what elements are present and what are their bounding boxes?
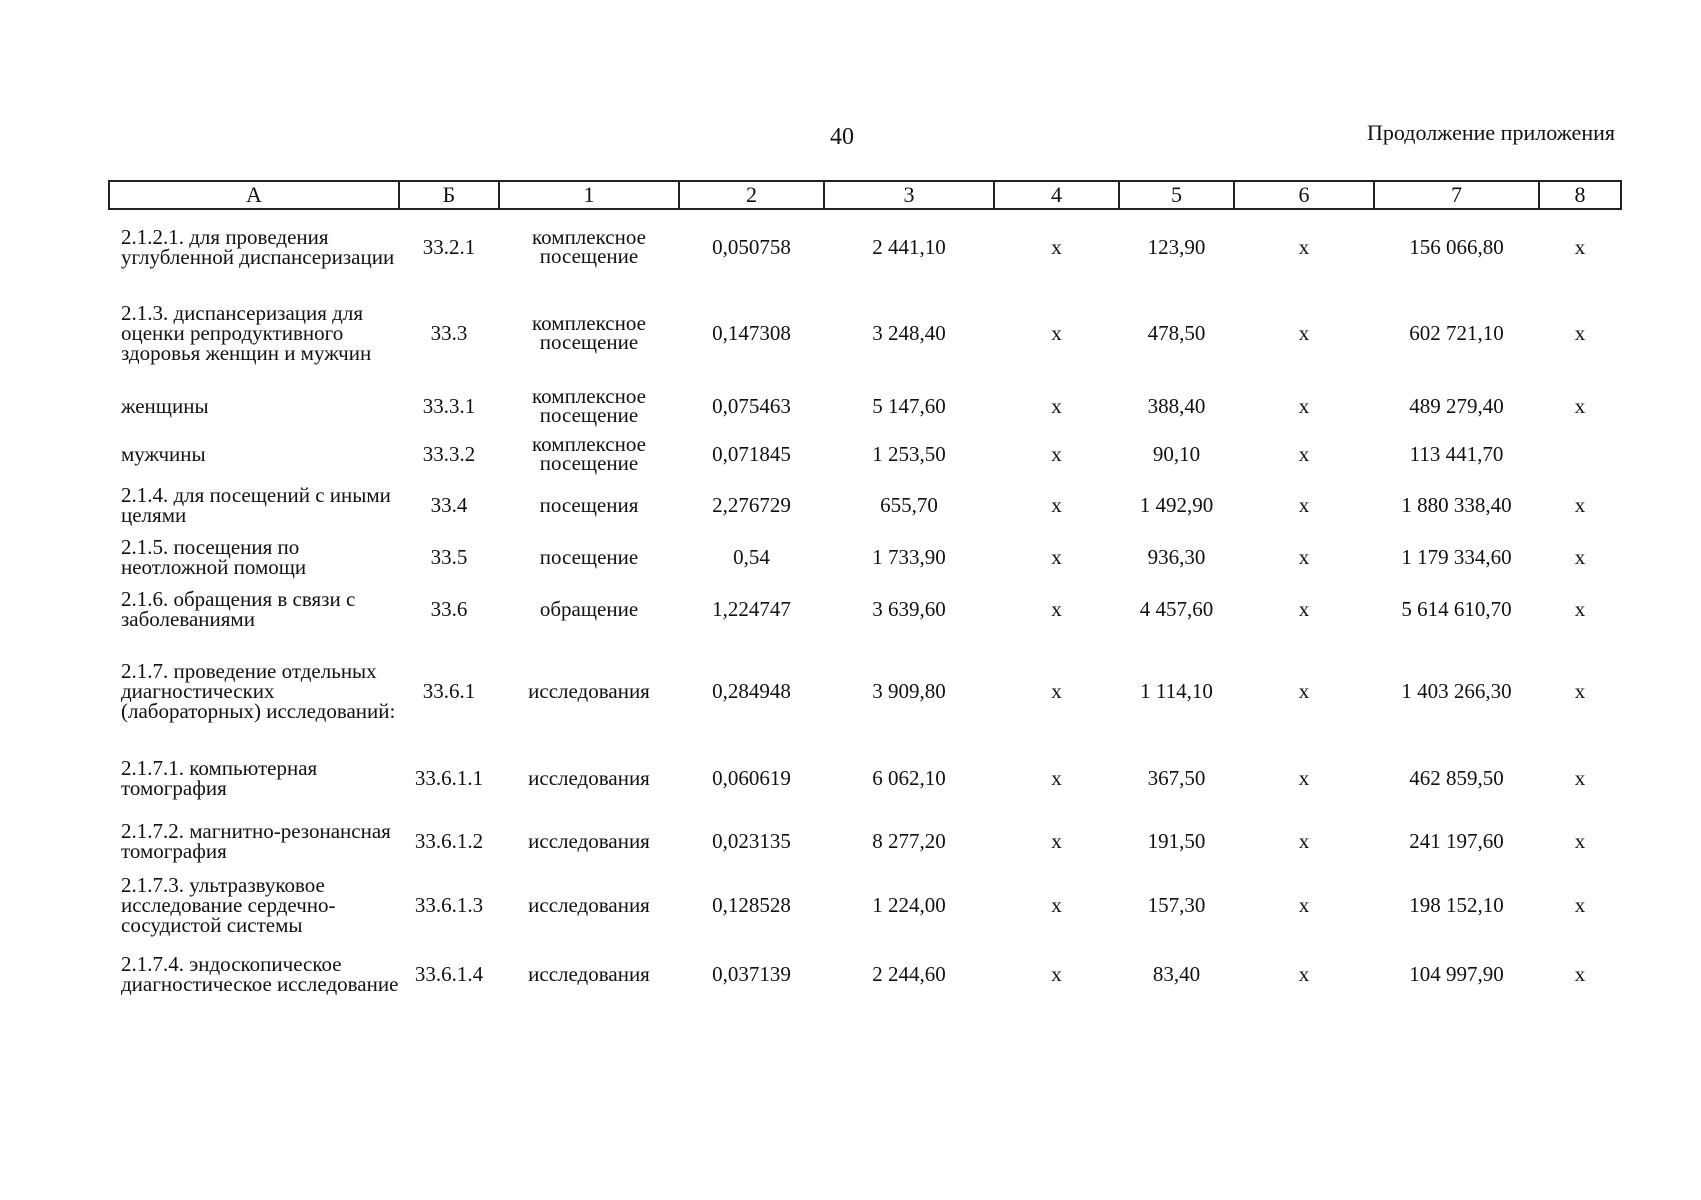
row-code: 33.2.1 xyxy=(422,234,476,259)
row-col-6: х xyxy=(1298,893,1310,917)
row-col-7: 156 066,80 xyxy=(1409,234,1504,259)
row-col-7: 1 403 266,30 xyxy=(1401,679,1512,703)
row-col-2: 0,071845 xyxy=(712,442,791,466)
row-col-6: х xyxy=(1298,962,1310,986)
row-col-6: х xyxy=(1298,679,1310,703)
table-row xyxy=(109,383,1621,429)
row-col-3: 1 224,00 xyxy=(872,893,946,917)
table-row xyxy=(109,873,1621,937)
row-col-6: х xyxy=(1298,493,1310,517)
row-name: 2.1.4. для посещений с иными целями xyxy=(121,483,391,527)
column-header: 4 xyxy=(994,181,1119,209)
row-code: 33.6 xyxy=(430,597,468,621)
row-col-3: 8 277,20 xyxy=(872,829,946,853)
row-col-2: 0,060619 xyxy=(712,766,791,790)
column-header: 2 xyxy=(679,181,824,209)
row-col-2: 0,075463 xyxy=(712,394,791,418)
row-col-7: 241 197,60 xyxy=(1409,829,1504,853)
row-col-8: х xyxy=(1574,493,1586,517)
row-col-3: 3 248,40 xyxy=(872,321,946,345)
row-col-5: 388,40 xyxy=(1147,394,1206,418)
row-col-7: 1 179 334,60 xyxy=(1401,545,1512,569)
row-col-4: х xyxy=(1051,962,1062,986)
row-code: 33.5 xyxy=(430,545,468,569)
row-col-4: х xyxy=(1051,597,1062,621)
row-col-7: 104 997,90 xyxy=(1409,962,1504,986)
row-col-4: х xyxy=(1051,321,1062,345)
row-col-5: 936,30 xyxy=(1147,545,1206,569)
row-col-8: х xyxy=(1574,545,1586,569)
row-code: 33.6.1.3 xyxy=(414,893,484,917)
row-unit: обращение xyxy=(539,596,639,621)
row-col-3: 2 244,60 xyxy=(872,962,946,986)
row-unit: исследования xyxy=(528,892,650,917)
column-header: 8 xyxy=(1539,181,1621,209)
row-name: 2.1.7.1. компьютерная томография xyxy=(121,756,318,800)
row-unit: комплексное посещение xyxy=(532,224,646,268)
row-col-3: 6 062,10 xyxy=(872,766,946,790)
row-code: 33.6.1.4 xyxy=(414,962,484,986)
row-col-2: 2,276729 xyxy=(712,493,791,517)
table-row xyxy=(109,937,1621,1011)
row-name: 2.1.3. диспансеризация для оценки репродуктивного здоровья женщин и мужчин xyxy=(121,301,372,365)
row-unit: комплексное посещение xyxy=(532,432,646,475)
row-col-2: 1,224747 xyxy=(712,597,791,621)
table-row xyxy=(109,809,1621,873)
row-code: 33.3.1 xyxy=(422,394,476,418)
row-code: 33.3 xyxy=(430,321,468,345)
row-col-7: 113 441,70 xyxy=(1409,442,1504,466)
row-col-2: 0,54 xyxy=(733,545,770,569)
row-col-3: 3 639,60 xyxy=(872,597,946,621)
row-col-8: х xyxy=(1574,394,1586,418)
row-col-8: х xyxy=(1574,597,1586,621)
row-col-5: 4 457,60 xyxy=(1139,597,1214,621)
row-col-6: х xyxy=(1298,766,1310,790)
row-code: 33.3.2 xyxy=(422,442,476,466)
row-col-6: х xyxy=(1298,829,1310,853)
row-name: 2.1.7.2. магнитно-резонансная томография xyxy=(121,819,391,863)
row-col-4: х xyxy=(1051,234,1062,259)
row-col-8: х xyxy=(1574,829,1586,853)
row-name: женщины xyxy=(121,394,209,418)
row-col-7: 489 279,40 xyxy=(1409,394,1504,418)
row-unit: исследования xyxy=(528,961,650,986)
row-name: 2.1.2.1. для проведения углубленной диспансеризации xyxy=(121,224,395,269)
row-col-3: 1 733,90 xyxy=(872,545,946,569)
row-col-5: 367,50 xyxy=(1147,766,1206,790)
page-number: 40 xyxy=(830,124,854,150)
row-col-4: х xyxy=(1051,893,1062,917)
row-col-4: х xyxy=(1051,493,1062,517)
row-col-6: х xyxy=(1298,394,1310,418)
row-col-8: х xyxy=(1574,234,1586,259)
row-col-3: 3 909,80 xyxy=(872,679,946,703)
row-code: 33.6.1 xyxy=(422,679,476,703)
row-unit: комплексное посещение xyxy=(532,384,646,427)
column-header: 7 xyxy=(1374,181,1539,209)
row-col-5: 123,90 xyxy=(1147,234,1206,259)
column-header: 5 xyxy=(1119,181,1234,209)
column-header: А xyxy=(109,181,399,209)
page-caption: Продолжение приложения xyxy=(1367,120,1615,145)
table-row xyxy=(109,747,1621,809)
row-name: 2.1.6. обращения в связи с заболеваниями xyxy=(121,587,356,631)
row-col-5: 83,40 xyxy=(1152,962,1201,986)
row-col-7: 5 614 610,70 xyxy=(1401,597,1512,621)
row-col-3: 1 253,50 xyxy=(872,442,946,466)
table-header-row xyxy=(109,181,1621,209)
row-col-2: 0,050758 xyxy=(712,234,791,259)
row-col-5: 478,50 xyxy=(1147,321,1206,345)
row-col-3: 5 147,60 xyxy=(872,394,946,418)
row-col-4: х xyxy=(1051,545,1062,569)
row-col-8: х xyxy=(1574,321,1586,345)
table-row xyxy=(109,583,1621,635)
row-col-5: 1 492,90 xyxy=(1139,493,1214,517)
column-header: 3 xyxy=(824,181,994,209)
row-col-6: х xyxy=(1298,545,1310,569)
row-name: 2.1.5. посещения по неотложной помощи xyxy=(121,535,307,579)
row-col-5: 191,50 xyxy=(1147,829,1206,853)
row-col-2: 0,037139 xyxy=(712,962,791,986)
row-name: 2.1.7. проведение отдельных диагностических (лабораторных) исследований: xyxy=(121,659,396,723)
row-col-3: 655,70 xyxy=(880,493,938,517)
row-col-7: 198 152,10 xyxy=(1409,893,1504,917)
row-col-4: х xyxy=(1051,394,1062,418)
row-code: 33.6.1.1 xyxy=(414,766,484,790)
data-table xyxy=(108,180,1622,1011)
row-col-5: 90,10 xyxy=(1152,442,1201,466)
row-col-6: х xyxy=(1298,442,1310,466)
row-col-2: 0,128528 xyxy=(712,893,791,917)
row-unit: посещение xyxy=(539,544,639,569)
table-row xyxy=(109,209,1621,283)
row-unit: исследования xyxy=(528,765,650,790)
row-unit: посещения xyxy=(539,492,639,517)
column-header: 1 xyxy=(499,181,679,209)
row-col-2: 0,147308 xyxy=(712,321,791,345)
row-name: мужчины xyxy=(121,442,206,466)
row-name: 2.1.7.4. эндоскопическое диагностическое исследование xyxy=(121,952,399,996)
row-code: 33.4 xyxy=(430,493,468,517)
table-row xyxy=(109,283,1621,383)
row-unit: комплексное посещение xyxy=(532,311,646,354)
row-col-3: 2 441,10 xyxy=(872,234,946,259)
table-row xyxy=(109,531,1621,583)
row-unit: исследования xyxy=(528,678,650,703)
row-col-6: х xyxy=(1298,321,1310,345)
row-col-6: х xyxy=(1298,234,1310,259)
row-col-2: 0,284948 xyxy=(712,679,791,703)
row-col-5: 157,30 xyxy=(1147,893,1206,917)
row-col-6: х xyxy=(1298,597,1310,621)
row-unit: исследования xyxy=(528,828,650,853)
row-code: 33.6.1.2 xyxy=(414,829,484,853)
row-col-4: х xyxy=(1051,829,1062,853)
row-col-8: х xyxy=(1574,962,1586,986)
row-col-8: х xyxy=(1574,766,1586,790)
column-header: Б xyxy=(399,181,499,209)
row-col-7: 1 880 338,40 xyxy=(1401,493,1512,517)
row-col-4: х xyxy=(1051,442,1062,466)
row-name: 2.1.7.3. ультразвуковое исследование сердечно-сосудистой системы xyxy=(121,873,336,937)
row-col-2: 0,023135 xyxy=(712,829,791,853)
row-col-8: х xyxy=(1574,679,1586,703)
table-row xyxy=(109,429,1621,479)
row-col-4: х xyxy=(1051,766,1062,790)
table-row xyxy=(109,479,1621,531)
row-col-7: 602 721,10 xyxy=(1409,321,1504,345)
row-col-7: 462 859,50 xyxy=(1409,766,1504,790)
row-col-8 xyxy=(1539,429,1621,479)
table-row xyxy=(109,635,1621,747)
row-col-8: х xyxy=(1574,893,1586,917)
row-col-5: 1 114,10 xyxy=(1140,679,1213,703)
row-col-4: х xyxy=(1051,679,1062,703)
column-header: 6 xyxy=(1234,181,1374,209)
